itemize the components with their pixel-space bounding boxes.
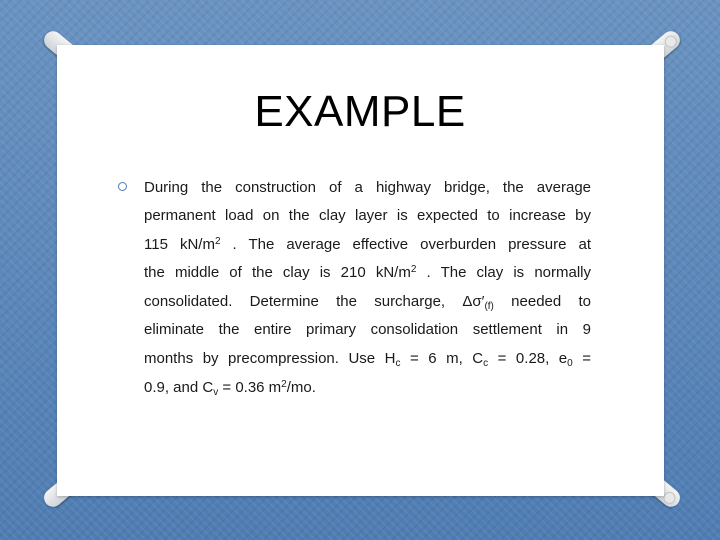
line3-part-b: . The average effective overburden pressure at: [232, 236, 591, 253]
line5-sub: (f): [484, 301, 494, 312]
line7-sub-2: c: [483, 358, 489, 369]
bullet-line-5: [144, 293, 591, 312]
bullet-line-1: During the construction of a highway bridge, the average: [144, 179, 591, 196]
line4-part-b: . The clay is normally: [426, 264, 591, 281]
line7-part-b: = 6 m, C: [400, 350, 484, 367]
bullet-line-4: [144, 264, 591, 281]
line8-sub: v: [213, 387, 219, 398]
bullet-line-6: eliminate the entire primary consolidation settlement in 9: [144, 321, 591, 338]
bullet-line-8: [144, 379, 591, 398]
line3-sup: 2: [214, 236, 221, 247]
line4-sup: 2: [410, 264, 417, 275]
bullet-line-7: [144, 350, 591, 369]
bullet-circle-icon: [118, 182, 127, 191]
slide-title: EXAMPLE: [254, 87, 466, 136]
line8-part-b: = 0.36 m: [218, 379, 282, 396]
line7-part-d: =: [572, 350, 591, 367]
line8-sup: 2: [281, 379, 287, 390]
line5-part-b: needed to: [511, 293, 591, 310]
line8-part-a: 0.9, and C: [144, 379, 214, 396]
line7-sub-3: 0: [567, 358, 573, 369]
line3-part-a: 115 kN/m: [144, 236, 215, 253]
line8-part-c: /mo.: [286, 379, 316, 396]
bullet-line-3: [144, 236, 591, 253]
line7-part-c: = 0.28, e: [488, 350, 568, 367]
line7-part-a: months by precompression. Use H: [144, 350, 396, 367]
bullet-line-2: permanent load on the clay layer is expected to increase by: [144, 207, 591, 224]
line4-part-a: the middle of the clay is 210 kN/m: [144, 264, 411, 281]
line5-part-a: consolidated. Determine the surcharge, Δσ′: [144, 293, 485, 310]
line7-sub-1: c: [395, 358, 401, 369]
